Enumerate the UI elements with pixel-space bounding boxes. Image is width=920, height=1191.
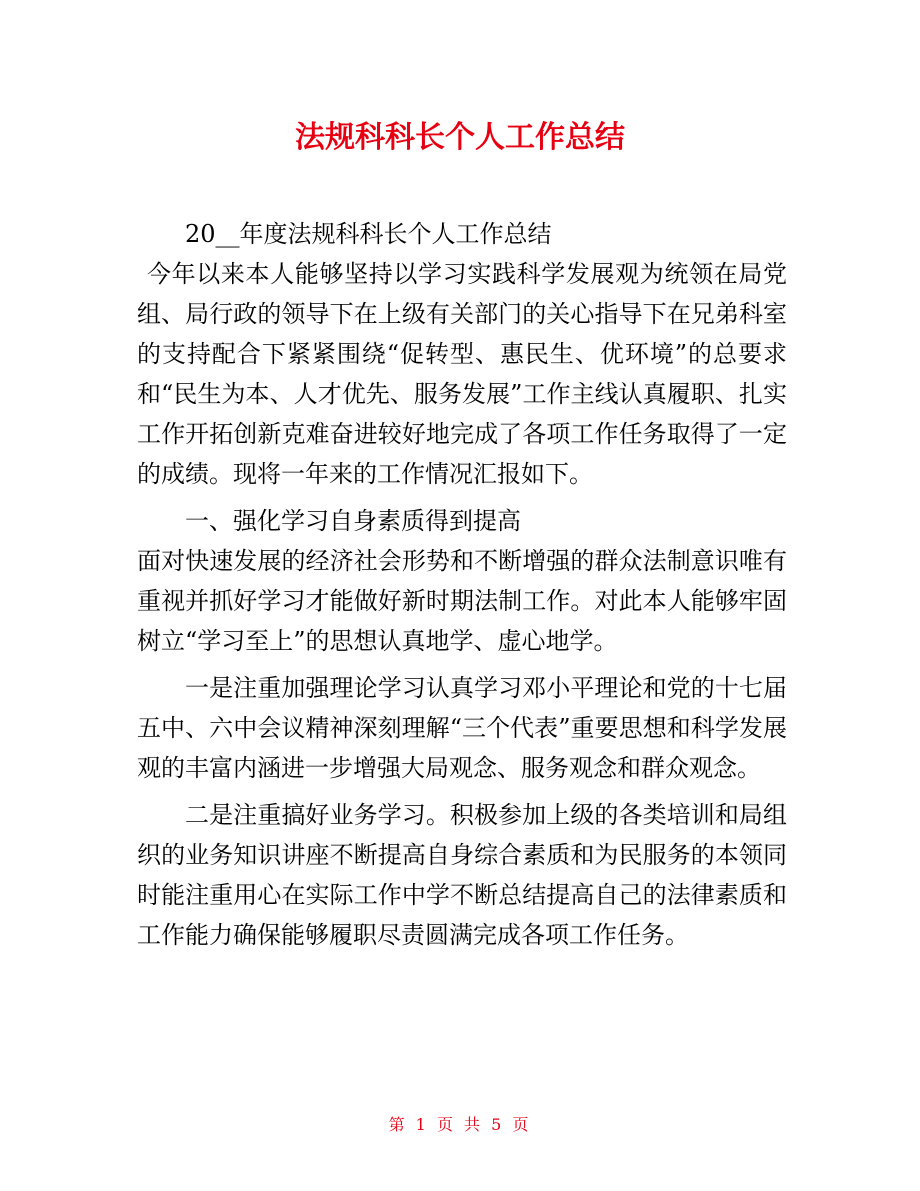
business-study-paragraph: 二是注重搞好业务学习。积极参加上级的各类培训和局组织的业务知识讲座不断提高自身综合素质和为民服务的本领同时能注重用心在实际工作中学不断总结提高自己的法律素质和工作能力确保能够履职尽责圆满完成各项工作任务。	[137, 801, 787, 949]
subtitle-paragraph: 20__年度法规科科长个人工作总结	[185, 220, 552, 248]
theory-study-paragraph: 一是注重加强理论学习认真学习邓小平理论和党的十七届五中、六中会议精神深刻理解“三个代表”重要思想和科学发展观的丰富内涵进一步增强大局观念、服务观念和群众观念。	[137, 674, 787, 782]
section-heading-1: 一、强化学习自身素质得到提高	[185, 507, 521, 535]
section-1-paragraph: 面对快速发展的经济社会形势和不断增强的群众法制意识唯有重视并抓好学习才能做好新时期法制工作。对此本人能够牢固树立“学习至上”的思想认真地学、虚心地学。	[137, 547, 787, 655]
document-body	[137, 214, 787, 955]
page-number-footer: 第 1 页 共 5 页	[388, 1115, 532, 1134]
document-title: 法规科科长个人工作总结	[295, 120, 625, 155]
intro-paragraph: 今年以来本人能够坚持以学习实践科学发展观为统领在局党组、局行政的领导下在上级有关部门的关心指导下在兄弟科室的支持配合下紧紧围绕“促转型、惠民生、优环境”的总要求和“民生为本、人才优先、服务发展”工作主线认真履职、扎实工作开拓创新克难奋进较好地完成了各项工作任务取得了一定的成绩。现将一年来的工作情况汇报如下。	[137, 260, 787, 488]
